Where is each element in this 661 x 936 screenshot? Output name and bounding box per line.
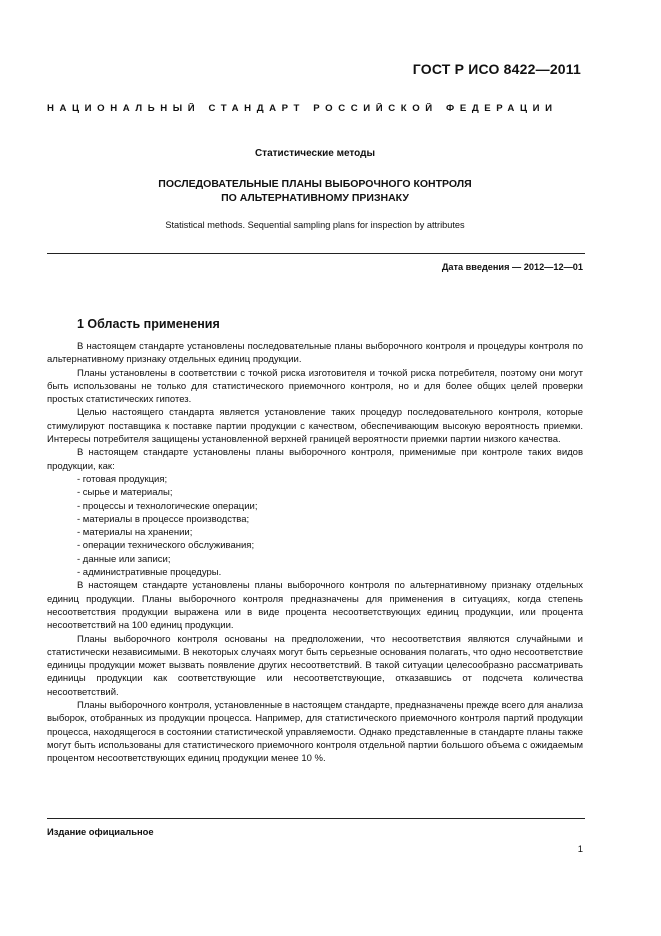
section-body	[47, 340, 583, 766]
national-standard-banner: НАЦИОНАЛЬНЫЙ СТАНДАРТ РОССИЙСКОЙ ФЕДЕРАЦИИ	[47, 103, 558, 114]
document-title	[0, 177, 630, 205]
standard-code: ГОСТ Р ИСО 8422—2011	[412, 61, 581, 77]
effective-date: Дата введения — 2012—12—01	[441, 262, 583, 272]
title-line-2: ПО АЛЬТЕРНАТИВНОМУ ПРИЗНАКУ	[221, 192, 409, 204]
paragraph: Целью настоящего стандарта является установление таких процедур последовательного контроля, которые стимулируют поставщика к поставке партии продукции с качеством, обеспечивающим высокую вероятность приемки. Интересы потребителя защищены установленной верхней границей вероятности приемки партии низкого качества.	[47, 407, 583, 446]
list-item: - операции технического обслуживания;	[77, 540, 255, 552]
paragraph: В настоящем стандарте установлены последовательные планы выборочного контроля и процедуры контроля по альтернативному признаку отдельных единиц продукции.	[47, 341, 583, 366]
paragraph: В настоящем стандарте установлены планы выборочного контроля, применимые при контроле таких видов продукции, как:	[47, 447, 583, 472]
english-title: Statistical methods. Sequential sampling plans for inspection by attributes	[165, 220, 465, 230]
list-item: - материалы на хранении;	[77, 527, 193, 539]
list-item: - процессы и технологические операции;	[77, 500, 258, 512]
paragraph: Планы выборочного контроля основаны на предположении, что несоответствия являются случайными и статистически независимыми. В некоторых случаях могут быть серьезные основания полагать, что одно несоответствие единицы продукции может вызвать появление других несоответствий. В такой ситуации целесообразно рассматривать единицы продукции как соответствующие или несоответствующие, отказавшись от подсчета количества несоответствий.	[47, 633, 583, 698]
bottom-divider	[47, 818, 585, 819]
paragraph: Планы установлены в соответствии с точкой риска изготовителя и точкой риска потребителя, поэтому они могут быть использованы не только для статистического приемочного контроля, но и для более общих целей проверки простых статистических гипотез.	[47, 367, 583, 406]
subject-heading: Статистические методы	[254, 148, 376, 159]
section-heading: 1 Область применения	[77, 317, 220, 331]
list-item: - данные или записи;	[77, 553, 171, 565]
list-item: - сырье и материалы;	[77, 487, 173, 499]
page-number: 1	[577, 844, 583, 855]
paragraph: В настоящем стандарте установлены планы выборочного контроля по альтернативному признаку отдельных единиц продукции. Планы выборочного контроля предназначены для применения в ситуациях, когда степень несоответствия продукции выражена или в виде процента несоответствующих единиц продукции, или процента несоответствий на 100 единиц продукции.	[47, 580, 583, 632]
top-divider	[47, 253, 585, 254]
official-edition-label: Издание официальное	[47, 826, 154, 837]
list-item: - материалы в процессе производства;	[77, 513, 250, 525]
list-item: - административные процедуры.	[77, 567, 222, 579]
list-item: - готовая продукция;	[77, 473, 168, 485]
paragraph: Планы выборочного контроля, установленные в настоящем стандарте, предназначены прежде всего для анализа выборок, отобранных из продукции процесса. Например, для статистического приемочного контроля партий продукции процесса, находящегося в состоянии статистической управляемости. Однако представленные в стандарте планы также могут быть использованы для статистического приемочного контроля отдельной партии большого объема с ожидаемым процентом несоответствующих единиц продукции менее 10 %.	[47, 700, 583, 765]
product-types-list	[47, 473, 583, 579]
title-line-1: ПОСЛЕДОВАТЕЛЬНЫЕ ПЛАНЫ ВЫБОРОЧНОГО КОНТРОЛЯ	[158, 178, 472, 190]
